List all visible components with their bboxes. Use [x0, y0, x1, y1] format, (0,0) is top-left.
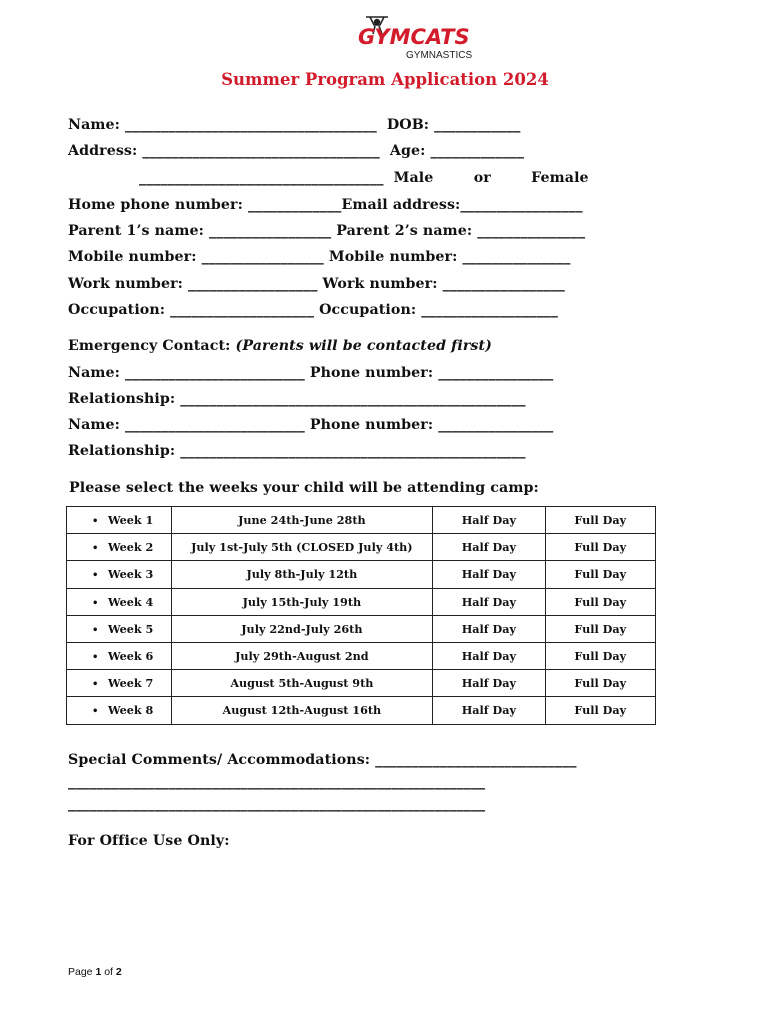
bullet-icon: • — [92, 516, 99, 528]
half-day-option[interactable]: Half Day — [433, 615, 545, 642]
week-cell[interactable] — [67, 588, 172, 615]
week-cell[interactable] — [67, 561, 172, 588]
week-dates: July 22nd-July 26th — [171, 615, 433, 642]
bullet-icon: • — [92, 597, 99, 609]
week-row — [67, 507, 656, 534]
half-day-option[interactable]: Half Day — [433, 588, 545, 615]
mobile-number-field[interactable]: Mobile number: _________________ Mobile number: _______________ — [68, 249, 571, 265]
half-day-option[interactable]: Half Day — [433, 642, 545, 669]
weeks-heading: Please select the weeks your child will be attending camp: — [69, 480, 539, 496]
full-day-option[interactable]: Full Day — [545, 588, 655, 615]
week-cell[interactable] — [67, 534, 172, 561]
occupation-field[interactable]: Occupation: ____________________ Occupation: ___________________ — [68, 302, 558, 318]
full-day-option[interactable]: Full Day — [545, 507, 655, 534]
half-day-option[interactable]: Half Day — [433, 670, 545, 697]
half-day-option[interactable]: Half Day — [433, 561, 545, 588]
emergency-relationship-2-field[interactable]: Relationship: ________________________________________________ — [68, 443, 526, 459]
week-label: Week 5 — [108, 621, 154, 636]
week-label: Week 7 — [108, 676, 154, 691]
bullet-icon: • — [92, 624, 99, 636]
emergency-name-2-field[interactable]: Name: _________________________ Phone number: ________________ — [68, 417, 554, 433]
week-cell[interactable] — [67, 615, 172, 642]
week-row — [67, 534, 656, 561]
full-day-option[interactable]: Full Day — [545, 534, 655, 561]
full-day-option[interactable]: Full Day — [545, 670, 655, 697]
week-dates: June 24th-June 28th — [171, 507, 433, 534]
work-number-field[interactable]: Work number: __________________ Work number: _________________ — [68, 276, 565, 292]
week-row — [67, 561, 656, 588]
page-title: Summer Program Application 2024 — [221, 70, 549, 89]
special-comments-field[interactable]: Special Comments/ Accommodations: ____________________________ — [68, 752, 577, 768]
emergency-heading-label: Emergency Contact: — [68, 338, 236, 354]
page-number: Page 1 of 2 — [68, 966, 122, 978]
week-cell[interactable] — [67, 642, 172, 669]
gymcats-logo — [352, 14, 473, 64]
office-use-heading: For Office Use Only: — [68, 833, 230, 849]
week-label: Week 2 — [108, 540, 154, 555]
week-cell[interactable] — [67, 697, 172, 724]
logo-sub-text: GYMNASTICS — [406, 50, 473, 61]
week-row — [67, 615, 656, 642]
full-day-option[interactable]: Full Day — [545, 561, 655, 588]
full-day-option[interactable]: Full Day — [545, 642, 655, 669]
emergency-heading-note: (Parents will be contacted first) — [235, 338, 492, 354]
name-dob-field[interactable]: Name: ___________________________________ DOB: ____________ — [68, 117, 521, 133]
week-row — [67, 697, 656, 724]
week-row — [67, 642, 656, 669]
emergency-heading — [68, 338, 492, 354]
week-label: Week 8 — [108, 703, 154, 718]
bullet-icon: • — [92, 652, 99, 664]
half-day-option[interactable]: Half Day — [433, 534, 545, 561]
week-dates: July 15th-July 19th — [171, 588, 433, 615]
week-label: Week 1 — [108, 513, 154, 528]
week-label: Week 4 — [108, 594, 154, 609]
week-row — [67, 588, 656, 615]
week-label: Week 6 — [108, 649, 154, 664]
week-row — [67, 670, 656, 697]
home-phone-email-field[interactable]: Home phone number: _____________Email address:_________________ — [68, 197, 583, 213]
emergency-relationship-1-field[interactable]: Relationship: ________________________________________________ — [68, 391, 526, 407]
full-day-option[interactable]: Full Day — [545, 697, 655, 724]
week-dates: August 5th-August 9th — [171, 670, 433, 697]
week-dates: July 8th-July 12th — [171, 561, 433, 588]
address-gender-field[interactable]: __________________________________ Male or Female — [139, 170, 589, 186]
week-cell[interactable] — [67, 670, 172, 697]
logo-brand-text: GYMCATS — [358, 25, 470, 49]
address-age-field[interactable]: Address: _________________________________ Age: _____________ — [68, 143, 525, 159]
special-comments-line-3[interactable]: __________________________________________________________ — [68, 796, 486, 812]
emergency-name-1-field[interactable]: Name: _________________________ Phone number: ________________ — [68, 365, 554, 381]
parent-names-field[interactable]: Parent 1’s name: _________________ Parent 2’s name: _______________ — [68, 223, 586, 239]
special-comments-line-2[interactable]: __________________________________________________________ — [68, 774, 486, 790]
half-day-option[interactable]: Half Day — [433, 507, 545, 534]
week-dates: July 29th-August 2nd — [171, 642, 433, 669]
week-label: Week 3 — [108, 567, 154, 582]
week-cell[interactable] — [67, 507, 172, 534]
bullet-icon: • — [92, 706, 99, 718]
bullet-icon: • — [92, 570, 99, 582]
bullet-icon: • — [92, 543, 99, 555]
week-dates: July 1st-July 5th (CLOSED July 4th) — [171, 534, 433, 561]
week-dates: August 12th-August 16th — [171, 697, 433, 724]
full-day-option[interactable]: Full Day — [545, 615, 655, 642]
weeks-table — [66, 506, 656, 725]
half-day-option[interactable]: Half Day — [433, 697, 545, 724]
bullet-icon: • — [92, 679, 99, 691]
